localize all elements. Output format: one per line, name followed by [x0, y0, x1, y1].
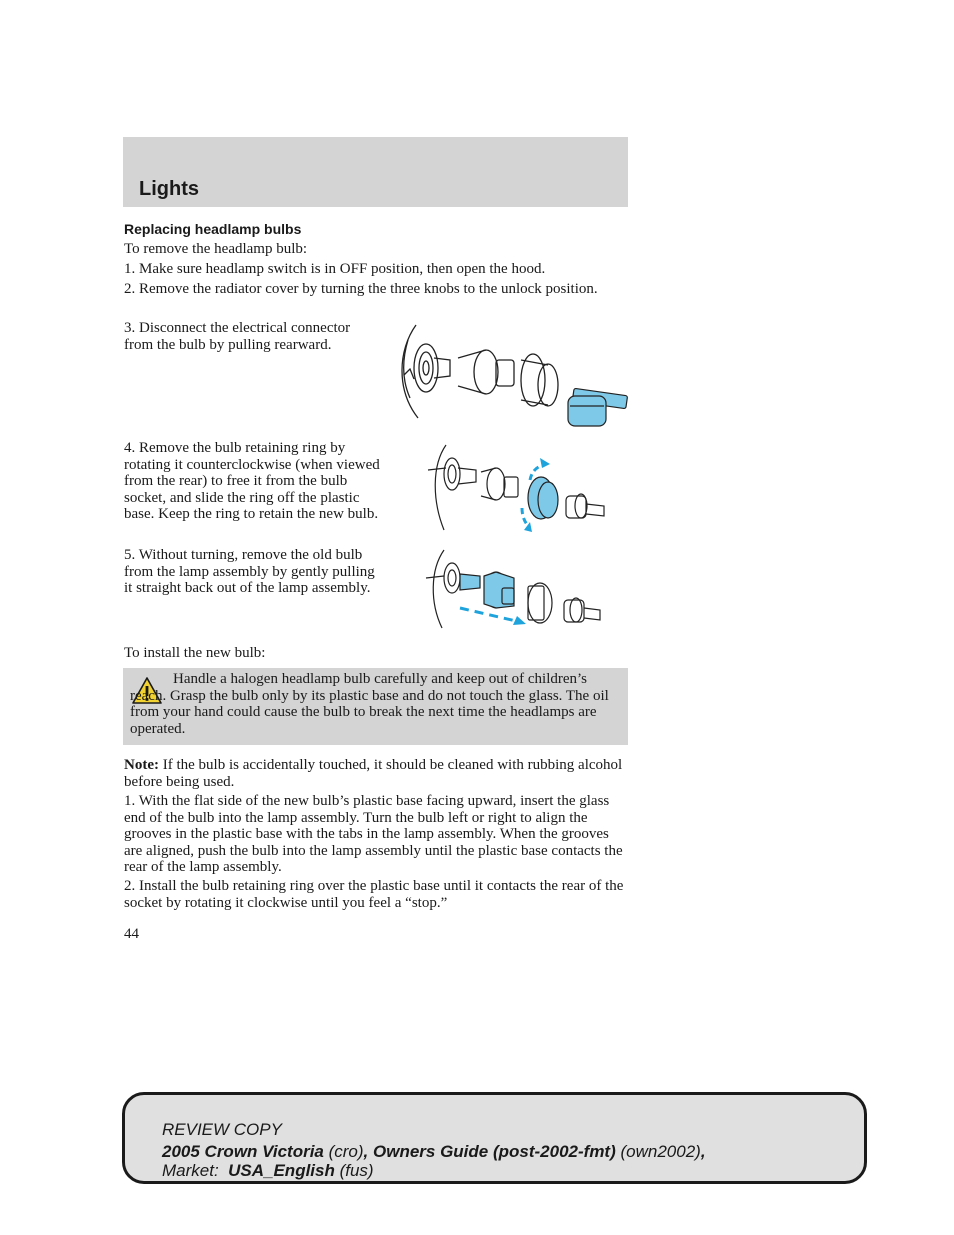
remove-step-3: 3. Disconnect the electrical connector from the bulb by pulling rearward.: [124, 320, 351, 353]
note-paragraph: [124, 757, 629, 790]
footer-review-label: REVIEW COPY: [162, 1120, 282, 1139]
install-step-1: 1. With the flat side of the new bulb’s plastic base facing upward, insert the glass end of the bulb into the lamp assembly. Turn the bulb left or right to align the grooves in the plastic base with the tabs in the lamp assembly. When the grooves are aligned, push the bulb into the lamp assembly until the plastic base contacts the rear of the lamp assembly.: [124, 793, 623, 875]
bulb-removal-illustration: [424, 548, 609, 633]
warning-text: Handle a halogen headlamp bulb carefully and keep out of children’s reach. Grasp the bulb only by its plastic base and do not touch the glass. The oil from your hand could cause the bulb to break the next time the headlamps are operated.: [130, 671, 609, 737]
remove-intro: To remove the headlamp bulb:: [124, 241, 308, 257]
install-step-2: 2. Install the bulb retaining ring over the plastic base until it contacts the rear of the socket by rotating it clockwise until you feel a “stop.”: [124, 878, 624, 911]
footer-guide-code: (own2002): [615, 1142, 701, 1161]
footer-comma: ,: [700, 1142, 706, 1161]
note-label: Note:: [124, 757, 159, 773]
footer-model-code: (cro): [323, 1142, 364, 1161]
footer-market-line: [162, 1161, 374, 1181]
retaining-ring-removal-illustration: [426, 440, 611, 535]
page-number: 44: [124, 926, 139, 942]
footer-separator: ,: [363, 1142, 373, 1161]
subsection-heading: Replacing headlamp bulbs: [124, 221, 302, 237]
remove-step-2: 2. Remove the radiator cover by turning the three knobs to the unlock position.: [124, 281, 598, 297]
footer-model: 2005 Crown Victoria: [162, 1142, 324, 1161]
note-text: If the bulb is accidentally touched, it should be cleaned with rubbing alcohol before being used.: [124, 757, 623, 790]
footer-product-line: [162, 1142, 706, 1162]
footer-market-code: (fus): [334, 1161, 374, 1180]
remove-step-1: 1. Make sure headlamp switch is in OFF position, then open the hood.: [124, 261, 546, 277]
remove-step-4: 4. Remove the bulb retaining ring by rotating it counterclockwise (when viewed from the rear) to free it from the bulb socket, and slide the ring off the plastic base. Keep the ring to retain the new bulb.: [124, 440, 380, 522]
section-header: [123, 137, 628, 207]
footer-market-label: Market:: [162, 1161, 229, 1180]
connector-disconnect-illustration: [388, 320, 633, 430]
install-intro: To install the new bulb:: [124, 645, 266, 661]
review-copy-footer: [122, 1092, 867, 1184]
warning-panel: [123, 668, 628, 745]
footer-guide: Owners Guide (post-2002-fmt): [373, 1142, 616, 1161]
remove-step-5: 5. Without turning, remove the old bulb from the lamp assembly by gently pulling it straight back out of the lamp assembly.: [124, 547, 375, 596]
section-title: Lights: [139, 178, 199, 200]
footer-market: USA_English: [228, 1161, 335, 1180]
